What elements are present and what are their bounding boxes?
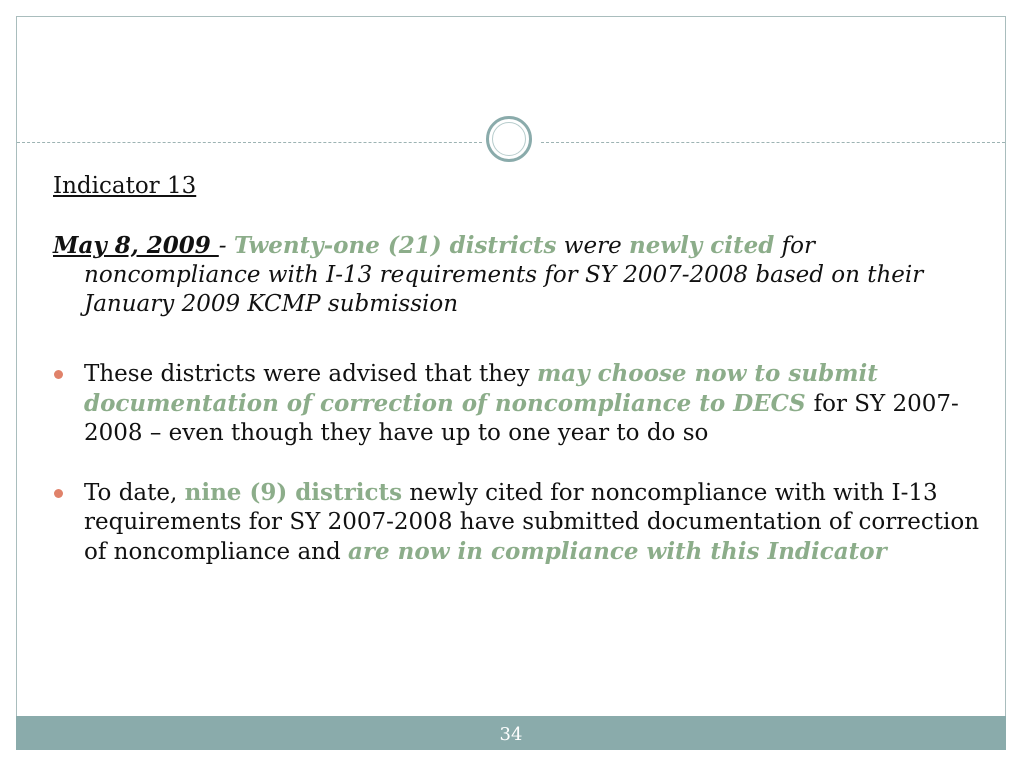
- bullet-item-2: [53, 478, 988, 567]
- header-divider-left: [17, 142, 482, 143]
- intro-districts: Twenty-one (21) districts: [233, 232, 557, 259]
- header-divider-right: [541, 142, 1005, 143]
- intro-date: May 8, 2009: [53, 232, 219, 259]
- bullet-2-accent2: are now in compliance with this Indicator: [348, 538, 887, 565]
- intro-were: were: [556, 233, 629, 259]
- footer-bar: [16, 716, 1006, 750]
- bullet-2-text1: To date,: [84, 480, 185, 506]
- intro-paragraph: [53, 231, 988, 319]
- intro-rest: for noncompliance with I-13 requirements for SY 2007-2008 based on their January 2009 KCMP submission: [84, 233, 924, 317]
- bullet-1-accent: may choose now to submit documentation of correction of noncompliance to DECS: [84, 360, 878, 417]
- bullet-item-1: [53, 359, 988, 448]
- intro-newly-cited: newly cited: [629, 232, 775, 259]
- intro-dash: -: [218, 233, 234, 259]
- bullet-2-accent1: nine (9) districts: [184, 479, 403, 506]
- page-number: 34: [499, 724, 523, 745]
- slide-heading: Indicator 13: [53, 173, 197, 199]
- bullet-2-text2: newly cited for noncompliance with with I-13 requirements for SY 2007-2008 have submitted documentation of correction of noncompliance and: [84, 480, 980, 565]
- bullet-1-text1: These districts were advised that they: [84, 361, 537, 387]
- slide-content: [53, 172, 988, 567]
- bullet-dot-icon: [54, 370, 63, 379]
- bullet-list: [53, 359, 988, 567]
- bullet-1-text2: for SY 2007-2008 – even though they have up to one year to do so: [84, 391, 959, 446]
- bullet-dot-icon: [54, 489, 63, 498]
- decorative-circle-icon: [486, 116, 532, 162]
